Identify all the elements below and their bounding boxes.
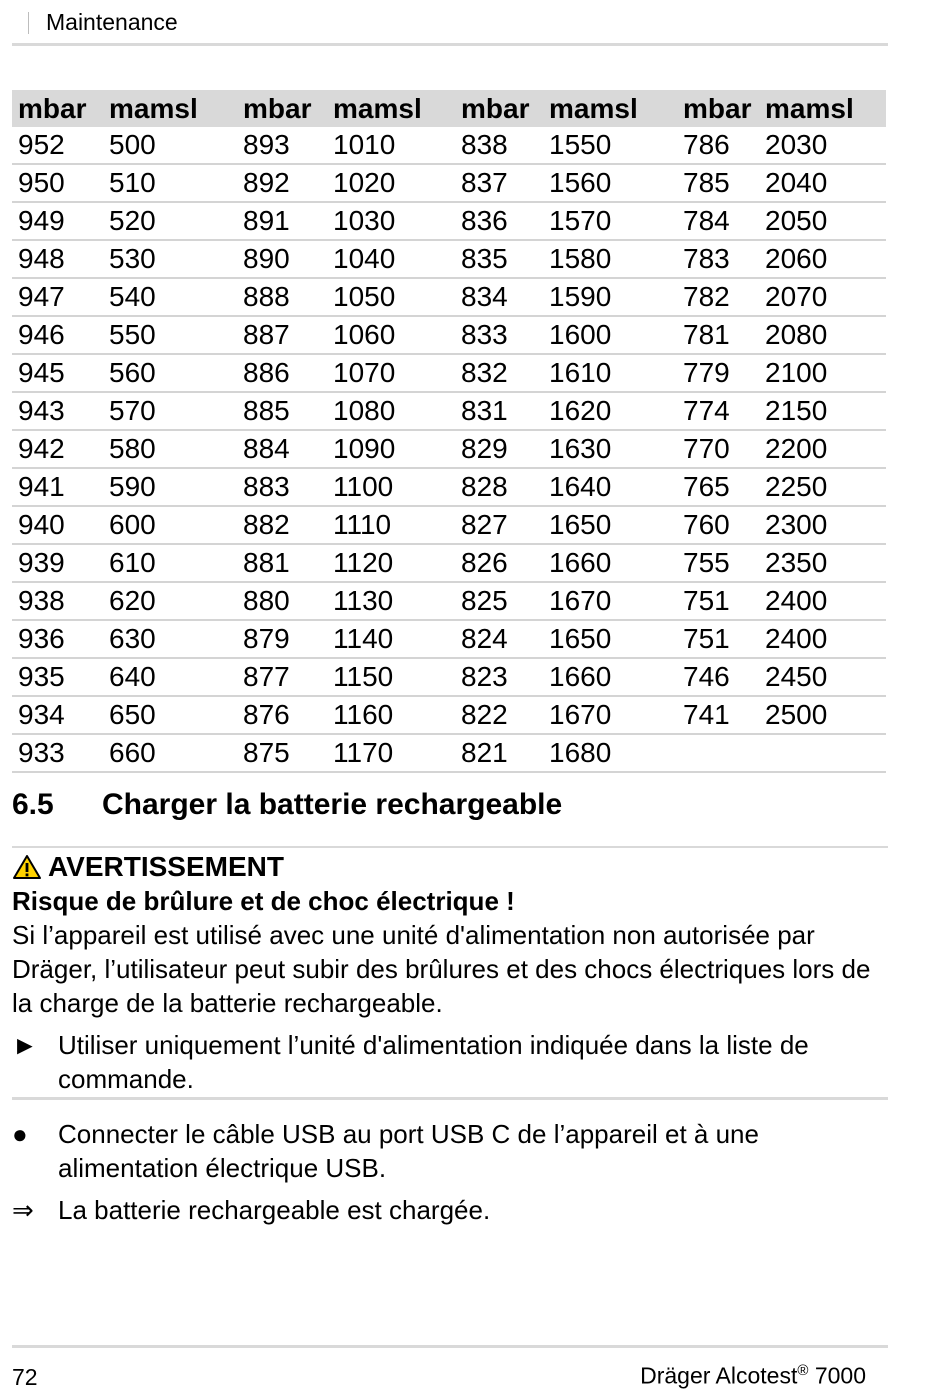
table-row bbox=[12, 392, 886, 430]
table-row bbox=[12, 278, 886, 316]
table-cell: 1110 bbox=[327, 506, 455, 544]
table-cell: 746 bbox=[677, 658, 759, 696]
table-cell bbox=[677, 734, 759, 772]
table-cell: 882 bbox=[237, 506, 327, 544]
table-header-row bbox=[12, 90, 886, 127]
table-cell: 765 bbox=[677, 468, 759, 506]
table-cell: 884 bbox=[237, 430, 327, 468]
table-cell: 893 bbox=[237, 127, 327, 164]
instruction-result bbox=[12, 1193, 888, 1227]
table-cell: 640 bbox=[103, 658, 237, 696]
table-body bbox=[12, 127, 886, 772]
table-cell: 940 bbox=[12, 506, 103, 544]
table-cell: 950 bbox=[12, 164, 103, 202]
table-cell: 837 bbox=[455, 164, 543, 202]
bullet-icon: ● bbox=[12, 1119, 28, 1149]
table-cell: 946 bbox=[12, 316, 103, 354]
table-cell: 824 bbox=[455, 620, 543, 658]
table-row bbox=[12, 734, 886, 772]
table-cell: 530 bbox=[103, 240, 237, 278]
table-row bbox=[12, 582, 886, 620]
table-cell: 832 bbox=[455, 354, 543, 392]
table-cell: 660 bbox=[103, 734, 237, 772]
table-cell: 939 bbox=[12, 544, 103, 582]
table-cell: 550 bbox=[103, 316, 237, 354]
table-cell: 590 bbox=[103, 468, 237, 506]
table-cell: 1170 bbox=[327, 734, 455, 772]
table-cell: 2250 bbox=[759, 468, 886, 506]
table-row bbox=[12, 127, 886, 164]
table-cell: 1090 bbox=[327, 430, 455, 468]
table-row bbox=[12, 240, 886, 278]
table-cell: 2400 bbox=[759, 582, 886, 620]
table-cell: 774 bbox=[677, 392, 759, 430]
table-cell: 1120 bbox=[327, 544, 455, 582]
table-cell: 935 bbox=[12, 658, 103, 696]
table-cell: 880 bbox=[237, 582, 327, 620]
table-cell: 2450 bbox=[759, 658, 886, 696]
table-cell: 1630 bbox=[543, 430, 677, 468]
table-cell: 2350 bbox=[759, 544, 886, 582]
table-cell: 785 bbox=[677, 164, 759, 202]
warning-body: Si l’appareil est utilisé avec une unité d'alimentation non autorisée par Dräger, l’utilisateur peut subir des brûlures et des chocs électriques lors de la charge de la batterie rechargeable. bbox=[12, 920, 871, 1018]
table-cell: 941 bbox=[12, 468, 103, 506]
pressure-altitude-table bbox=[12, 90, 886, 773]
product-brand: Dräger Alcotest bbox=[640, 1362, 798, 1389]
section-number: 6.5 bbox=[12, 788, 54, 821]
table-row bbox=[12, 316, 886, 354]
table-cell: 1660 bbox=[543, 658, 677, 696]
table-cell: 833 bbox=[455, 316, 543, 354]
page-footer bbox=[12, 1345, 888, 1395]
table-row bbox=[12, 620, 886, 658]
table-cell: 650 bbox=[103, 696, 237, 734]
column-header: mamsl bbox=[327, 90, 455, 127]
table-cell: 822 bbox=[455, 696, 543, 734]
table-cell: 885 bbox=[237, 392, 327, 430]
table-cell: 1670 bbox=[543, 582, 677, 620]
table-cell: 829 bbox=[455, 430, 543, 468]
table-cell: 1100 bbox=[327, 468, 455, 506]
table-cell: 945 bbox=[12, 354, 103, 392]
table-row bbox=[12, 202, 886, 240]
table-cell: 838 bbox=[455, 127, 543, 164]
table-cell: 540 bbox=[103, 278, 237, 316]
table-cell: 580 bbox=[103, 430, 237, 468]
table-row bbox=[12, 354, 886, 392]
table-cell: 560 bbox=[103, 354, 237, 392]
warning-title: AVERTISSEMENT bbox=[48, 851, 284, 882]
column-header: mamsl bbox=[543, 90, 677, 127]
table-cell: 510 bbox=[103, 164, 237, 202]
column-header: mamsl bbox=[759, 90, 886, 127]
table-cell: 2300 bbox=[759, 506, 886, 544]
table-cell: 1020 bbox=[327, 164, 455, 202]
table-row bbox=[12, 544, 886, 582]
column-header: mbar bbox=[237, 90, 327, 127]
table-cell: 2060 bbox=[759, 240, 886, 278]
page-number: 72 bbox=[12, 1364, 38, 1390]
table-cell: 770 bbox=[677, 430, 759, 468]
table-cell: 760 bbox=[677, 506, 759, 544]
warning-triangle-icon bbox=[12, 854, 42, 880]
arrow-bullet-icon: ► bbox=[12, 1030, 38, 1060]
section-heading bbox=[12, 786, 888, 848]
table-cell: 891 bbox=[237, 202, 327, 240]
table-cell: 1660 bbox=[543, 544, 677, 582]
table-cell: 831 bbox=[455, 392, 543, 430]
table-cell: 826 bbox=[455, 544, 543, 582]
table-cell: 948 bbox=[12, 240, 103, 278]
table-cell: 942 bbox=[12, 430, 103, 468]
table-cell: 821 bbox=[455, 734, 543, 772]
instruction-step bbox=[12, 1117, 888, 1185]
table-cell: 784 bbox=[677, 202, 759, 240]
table-cell: 1160 bbox=[327, 696, 455, 734]
warning-action bbox=[12, 1028, 888, 1096]
table-cell: 2070 bbox=[759, 278, 886, 316]
table-cell: 883 bbox=[237, 468, 327, 506]
table-cell: 751 bbox=[677, 620, 759, 658]
product-name bbox=[640, 1362, 866, 1390]
table-cell: 741 bbox=[677, 696, 759, 734]
registered-mark: ® bbox=[797, 1362, 809, 1379]
table-cell: 2100 bbox=[759, 354, 886, 392]
table-cell: 520 bbox=[103, 202, 237, 240]
table-cell: 1030 bbox=[327, 202, 455, 240]
product-model: 7000 bbox=[808, 1362, 866, 1389]
table-cell: 892 bbox=[237, 164, 327, 202]
table-cell: 1050 bbox=[327, 278, 455, 316]
table-cell: 2080 bbox=[759, 316, 886, 354]
table-row bbox=[12, 658, 886, 696]
table-cell: 879 bbox=[237, 620, 327, 658]
warning-divider bbox=[12, 1097, 888, 1100]
table-cell: 1060 bbox=[327, 316, 455, 354]
table-cell: 1670 bbox=[543, 696, 677, 734]
table-cell: 630 bbox=[103, 620, 237, 658]
table-cell: 620 bbox=[103, 582, 237, 620]
table-cell: 1560 bbox=[543, 164, 677, 202]
table-cell: 751 bbox=[677, 582, 759, 620]
table-cell: 500 bbox=[103, 127, 237, 164]
table-cell: 890 bbox=[237, 240, 327, 278]
header-section-title: Maintenance bbox=[46, 9, 178, 35]
table-cell: 2040 bbox=[759, 164, 886, 202]
table-cell: 952 bbox=[12, 127, 103, 164]
table-cell: 600 bbox=[103, 506, 237, 544]
table-cell: 2030 bbox=[759, 127, 886, 164]
table-cell: 823 bbox=[455, 658, 543, 696]
table-cell: 1010 bbox=[327, 127, 455, 164]
header-divider bbox=[28, 12, 29, 34]
table-cell: 1680 bbox=[543, 734, 677, 772]
table-cell: 779 bbox=[677, 354, 759, 392]
table-cell bbox=[759, 734, 886, 772]
table-cell: 755 bbox=[677, 544, 759, 582]
table-cell: 1040 bbox=[327, 240, 455, 278]
table-cell: 2500 bbox=[759, 696, 886, 734]
instruction-text: Connecter le câble USB au port USB C de l’appareil et à une alimentation électrique USB. bbox=[58, 1119, 759, 1183]
result-text: La batterie rechargeable est chargée. bbox=[58, 1195, 491, 1225]
section-title: Charger la batterie rechargeable bbox=[102, 788, 563, 821]
table-cell: 1650 bbox=[543, 506, 677, 544]
table-cell: 1650 bbox=[543, 620, 677, 658]
table-cell: 1610 bbox=[543, 354, 677, 392]
warning-header bbox=[12, 850, 888, 884]
table-cell: 834 bbox=[455, 278, 543, 316]
instruction-steps bbox=[12, 1117, 888, 1227]
table-cell: 1590 bbox=[543, 278, 677, 316]
table-cell: 1080 bbox=[327, 392, 455, 430]
table-cell: 936 bbox=[12, 620, 103, 658]
table-cell: 1620 bbox=[543, 392, 677, 430]
table-cell: 835 bbox=[455, 240, 543, 278]
table-row bbox=[12, 506, 886, 544]
column-header: mbar bbox=[455, 90, 543, 127]
table-cell: 610 bbox=[103, 544, 237, 582]
column-header: mamsl bbox=[103, 90, 237, 127]
table-cell: 1640 bbox=[543, 468, 677, 506]
table-cell: 781 bbox=[677, 316, 759, 354]
table-cell: 1130 bbox=[327, 582, 455, 620]
table-cell: 1070 bbox=[327, 354, 455, 392]
table-cell: 1570 bbox=[543, 202, 677, 240]
warning-subtitle: Risque de brûlure et de choc électrique ! bbox=[12, 886, 515, 916]
table-cell: 875 bbox=[237, 734, 327, 772]
table-row bbox=[12, 164, 886, 202]
table-cell: 2200 bbox=[759, 430, 886, 468]
table-cell: 887 bbox=[237, 316, 327, 354]
table-cell: 828 bbox=[455, 468, 543, 506]
table-cell: 783 bbox=[677, 240, 759, 278]
table-cell: 2150 bbox=[759, 392, 886, 430]
table-row bbox=[12, 468, 886, 506]
table-cell: 1580 bbox=[543, 240, 677, 278]
table-cell: 570 bbox=[103, 392, 237, 430]
table-cell: 1550 bbox=[543, 127, 677, 164]
page-header bbox=[12, 6, 888, 46]
warning-box bbox=[12, 850, 888, 1096]
table-cell: 881 bbox=[237, 544, 327, 582]
table-row bbox=[12, 696, 886, 734]
table-cell: 782 bbox=[677, 278, 759, 316]
table-cell: 943 bbox=[12, 392, 103, 430]
column-header: mbar bbox=[12, 90, 103, 127]
table-cell: 886 bbox=[237, 354, 327, 392]
table-cell: 949 bbox=[12, 202, 103, 240]
column-header: mbar bbox=[677, 90, 759, 127]
table-cell: 947 bbox=[12, 278, 103, 316]
table-cell: 934 bbox=[12, 696, 103, 734]
table-cell: 933 bbox=[12, 734, 103, 772]
table-row bbox=[12, 430, 886, 468]
table-cell: 786 bbox=[677, 127, 759, 164]
table-cell: 827 bbox=[455, 506, 543, 544]
table-cell: 1600 bbox=[543, 316, 677, 354]
result-arrow-icon: ⇒ bbox=[12, 1195, 34, 1225]
table-cell: 1140 bbox=[327, 620, 455, 658]
table-cell: 938 bbox=[12, 582, 103, 620]
warning-action-text: Utiliser uniquement l’unité d'alimentation indiquée dans la liste de commande. bbox=[58, 1030, 809, 1094]
table-cell: 2050 bbox=[759, 202, 886, 240]
table-cell: 2400 bbox=[759, 620, 886, 658]
table-cell: 825 bbox=[455, 582, 543, 620]
table-cell: 1150 bbox=[327, 658, 455, 696]
table-cell: 888 bbox=[237, 278, 327, 316]
table-cell: 877 bbox=[237, 658, 327, 696]
table-cell: 836 bbox=[455, 202, 543, 240]
table-cell: 876 bbox=[237, 696, 327, 734]
